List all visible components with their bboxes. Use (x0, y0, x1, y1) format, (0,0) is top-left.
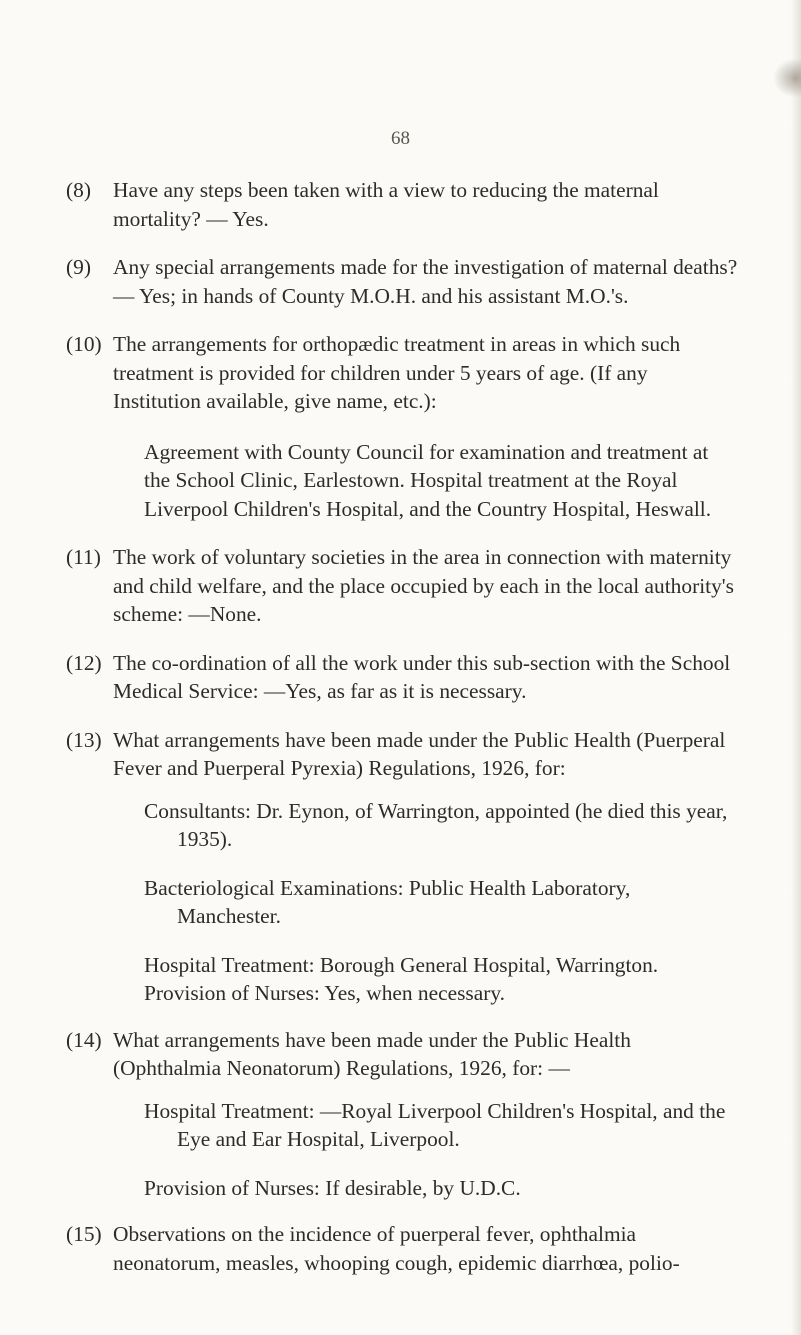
item-13 (66, 726, 739, 1008)
page-number: 68 (391, 128, 410, 149)
item-11 (66, 543, 739, 629)
item-number: (15) (66, 1222, 102, 1246)
item-15 (66, 1220, 739, 1277)
page-corner-mark (773, 58, 801, 98)
item-14 (66, 1026, 739, 1203)
sub-list (144, 797, 739, 1008)
item-text: The co-ordination of all the work under this sub-section with the School Medical Service: —Yes, as far as it is necessary. (113, 650, 731, 703)
item-text: What arrangements have been made under the Public Health (Puerperal Fever and Puerperal Pyrexia) Regulations, 1926, for: (113, 727, 726, 780)
item-number: (9) (66, 255, 91, 279)
item-text: Observations on the incidence of puerperal fever, ophthalmia neonatorum, measles, whooping cough, epidemic diarrhœa, polio- (113, 1222, 680, 1275)
item-text: Any special arrangements made for the investigation of maternal deaths? — Yes; in hands of County M.O.H. and his assistant M.O.'s. (113, 255, 738, 308)
item-text: What arrangements have been made under the Public Health (Ophthalmia Neonatorum) Regulations, 1926, for: — (113, 1027, 631, 1080)
item-number: (13) (66, 727, 102, 752)
item-number: (8) (66, 178, 91, 202)
item-text: The work of voluntary societies in the area in connection with maternity and child welfare, and the place occupied by each in the local authority's scheme: —None. (113, 545, 734, 626)
item-10 (66, 330, 739, 523)
sub-item: Provision of Nurses: Yes, when necessary. (144, 981, 506, 1005)
item-12 (66, 649, 739, 706)
document-body (0, 176, 801, 1295)
sub-item: Bacteriological Examinations: Public Health Laboratory, Manchester. (144, 875, 631, 928)
item-text: The arrangements for orthopædic treatment in areas in which such treatment is provided for children under 5 years of age. (If any Institution available, give name, etc.): (113, 332, 681, 413)
item-answer: Agreement with County Council for examination and treatment at the School Clinic, Earlestown. Hospital treatment at the Royal Liverpool Children's Hospital, and the Country Hospital, Heswall. (144, 439, 712, 521)
item-number: (12) (66, 650, 102, 675)
item-9 (66, 253, 739, 310)
sub-list (144, 1097, 739, 1203)
item-8 (66, 176, 739, 233)
sub-item: Hospital Treatment: Borough General Hospital, Warrington. (144, 952, 659, 977)
sub-item: Provision of Nurses: If desirable, by U.D.C. (144, 1175, 521, 1200)
item-text: Have any steps been taken with a view to reducing the maternal mortality? — Yes. (113, 178, 659, 231)
item-number: (14) (66, 1027, 102, 1052)
item-number: (11) (66, 545, 101, 569)
sub-item: Hospital Treatment: —Royal Liverpool Children's Hospital, and the Eye and Ear Hospital, Liverpool. (144, 1098, 726, 1151)
sub-item: Consultants: Dr. Eynon, of Warrington, appointed (he died this year, 1935). (144, 798, 728, 851)
item-number: (10) (66, 332, 102, 356)
